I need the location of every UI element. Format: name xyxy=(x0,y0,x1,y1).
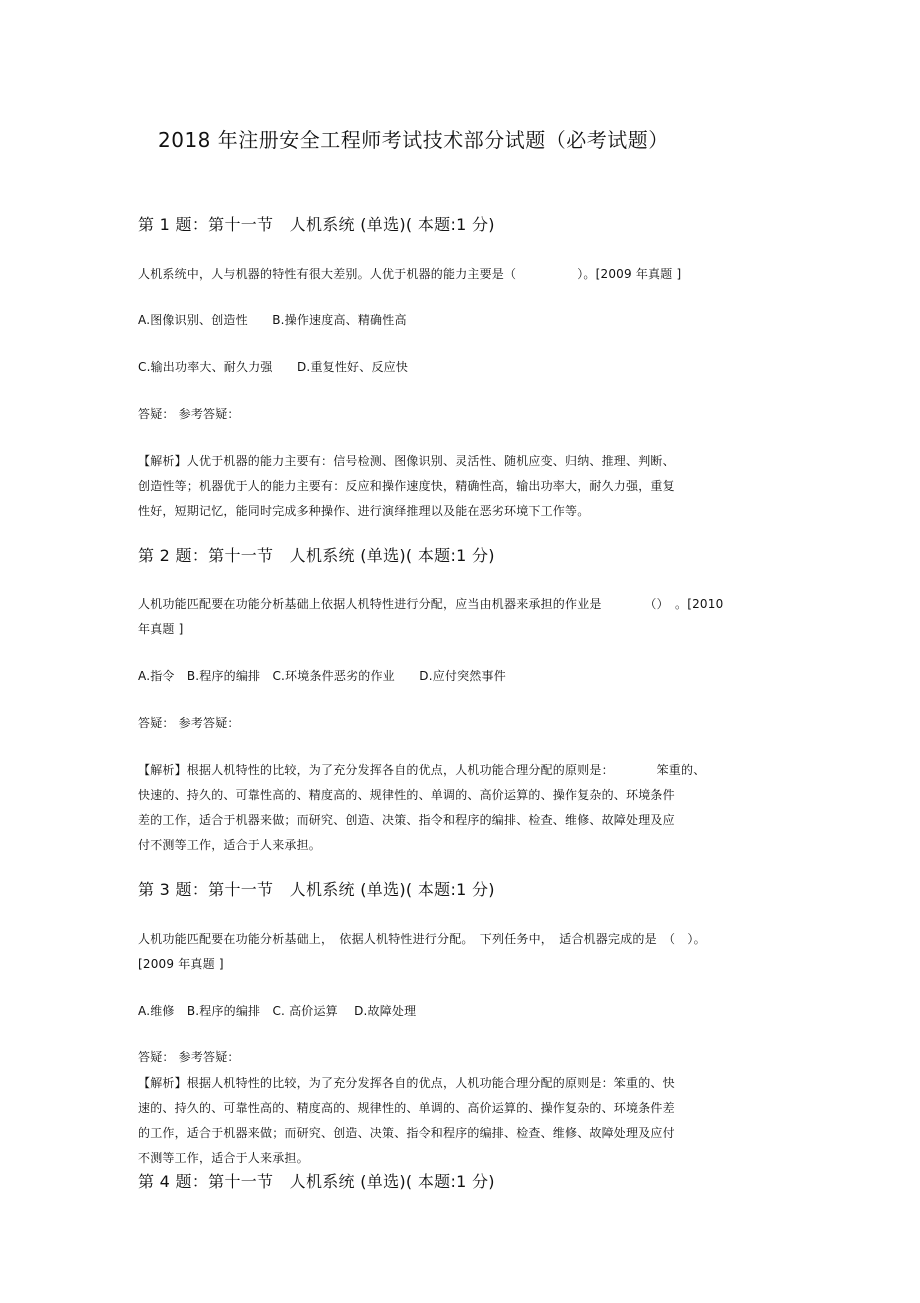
question-3-analysis-line: 不测等工作，适合于人来承担。 xyxy=(138,1151,309,1165)
question-3-answer: 答疑： 参考答疑： xyxy=(138,1050,240,1064)
question-2-analysis-line: 付不测等工作，适合于人来承担。 xyxy=(138,838,322,852)
question-2-analysis-line: 【解析】根据人机特性的比较，为了充分发挥各自的优点，人机功能合理分配的原则是： 笨重的、 xyxy=(138,763,706,777)
question-3-analysis-line: 的工作，适合于机器来做；而研究、创造、决策、指令和程序的编排、检查、维修、故障处理及应付 xyxy=(138,1126,675,1140)
question-2-stem: 年真题 ] xyxy=(138,622,184,636)
question-3-stem: 人机功能匹配要在功能分析基础上， 依据人机特性进行分配。 下列任务中， 适合机器完成的是 （ ）。 xyxy=(138,932,706,946)
question-3-options: A.维修 B.程序的编排 C. 高价运算 D.故障处理 xyxy=(138,1004,417,1018)
question-1-options-ab: A.图像识别、创造性 B.操作速度高、精确性高 xyxy=(138,313,407,327)
question-2-analysis-line: 快速的、持久的、可靠性高的、精度高的、规律性的、单调的、高价运算的、操作复杂的、环境条件 xyxy=(138,788,675,802)
question-1-options-cd: C.输出功率大、耐久力强 D.重复性好、反应快 xyxy=(138,360,409,374)
question-4-header: 第 4 题：第十一节 人机系统 (单选)( 本题:1 分) xyxy=(138,1172,495,1191)
question-3-header: 第 3 题：第十一节 人机系统 (单选)( 本题:1 分) xyxy=(138,880,495,899)
question-2-header: 第 2 题：第十一节 人机系统 (单选)( 本题:1 分) xyxy=(138,546,495,565)
question-2-analysis-line: 差的工作，适合于机器来做；而研究、创造、决策、指令和程序的编排、检查、维修、故障处理及应 xyxy=(138,813,675,827)
question-2-options: A.指令 B.程序的编排 C.环境条件恶劣的作业 D.应付突然事件 xyxy=(138,669,506,683)
question-3-stem: [2009 年真题 ] xyxy=(138,957,224,971)
question-1-answer: 答疑： 参考答疑： xyxy=(138,407,240,421)
question-3-analysis-line: 速的、持久的、可靠性高的、精度高的、规律性的、单调的、高价运算的、操作复杂的、环境条件差 xyxy=(138,1101,675,1115)
document-title: 2018 年注册安全工程师考试技术部分试题（必考试题） xyxy=(158,128,669,152)
question-1-analysis-line: 【解析】人优于机器的能力主要有：信号检测、图像识别、灵活性、随机应变、归纳、推理、判断、 xyxy=(138,454,675,468)
question-1-stem: 人机系统中，人与机器的特性有很大差别。人优于机器的能力主要是（ ）。[2009 年真题 ] xyxy=(138,267,682,281)
question-1-analysis-line: 性好，短期记忆，能同时完成多种操作、进行演绎推理以及能在恶劣环境下工作等。 xyxy=(138,504,590,518)
question-1-analysis-line: 创造性等；机器优于人的能力主要有：反应和操作速度快，精确性高，输出功率大，耐久力强，重复 xyxy=(138,479,675,493)
question-2-answer: 答疑： 参考答疑： xyxy=(138,716,240,730)
question-3-analysis-line: 【解析】根据人机特性的比较，为了充分发挥各自的优点，人机功能合理分配的原则是：笨重的、快 xyxy=(138,1076,675,1090)
question-1-header: 第 1 题：第十一节 人机系统 (单选)( 本题:1 分) xyxy=(138,215,495,234)
question-2-stem: 人机功能匹配要在功能分析基础上依据人机特性进行分配，应当由机器来承担的作业是 （） 。[2010 xyxy=(138,597,724,611)
